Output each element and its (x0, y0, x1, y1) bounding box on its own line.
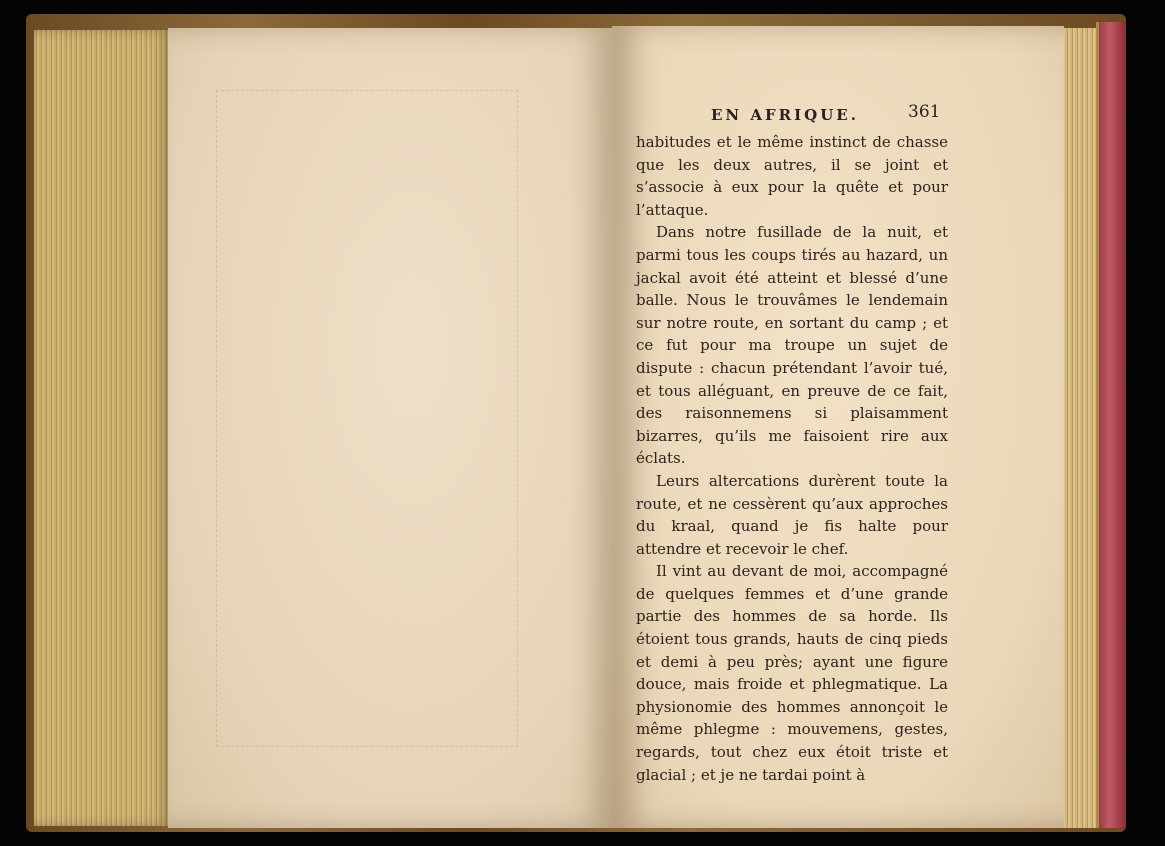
right-page-edges (1060, 28, 1100, 828)
plate-impression-mark (216, 90, 518, 747)
left-page-edges (34, 30, 172, 826)
page-number: 361 (908, 102, 941, 122)
paragraph-3: Leurs altercations durèrent toute la route, et ne cessèrent qu’aux approches du kraal, quand je fis halte pour attendre et recevoir le chef. (636, 471, 948, 558)
paragraph-1: habitudes et le même instinct de chasse que les deux autres, il se joint et s’associe à eux pour la quête et pour l’attaque. (636, 133, 948, 219)
paragraph-4: Il vint au devant de moi, accompagné de quelques femmes et d’une grande partie des hommes de sa horde. Ils étoient tous grands, hauts de cinq pieds et demi à peu près; ayant une figure douce, mais froide et phlegmatique. La physionomie des hommes annonçoit le même phlegme : mouvemens, gestes, regards, tout chez eux étoit triste et glacial ; et je ne tardai point à (636, 562, 948, 784)
page-text (636, 131, 948, 786)
right-page (612, 26, 1064, 828)
red-binding-edge (1096, 22, 1125, 828)
left-page-blank (168, 28, 612, 828)
running-head: EN AFRIQUE. (711, 106, 859, 124)
paragraph-2: Dans notre fusillade de la nuit, et parmi tous les coups tirés au hazard, un jackal avoit été atteint et blessé d’une balle. Nous le trouvâmes le lendemain sur notre route, en sortant du camp ; et ce fut pour ma troupe un sujet de dispute : chacun prétendant l’avoir tué, et tous alléguant, en preuve de ce fait, des raisonnemens si plaisamment bizarres, qu’ils me faisoient rire aux éclats. (636, 223, 948, 468)
